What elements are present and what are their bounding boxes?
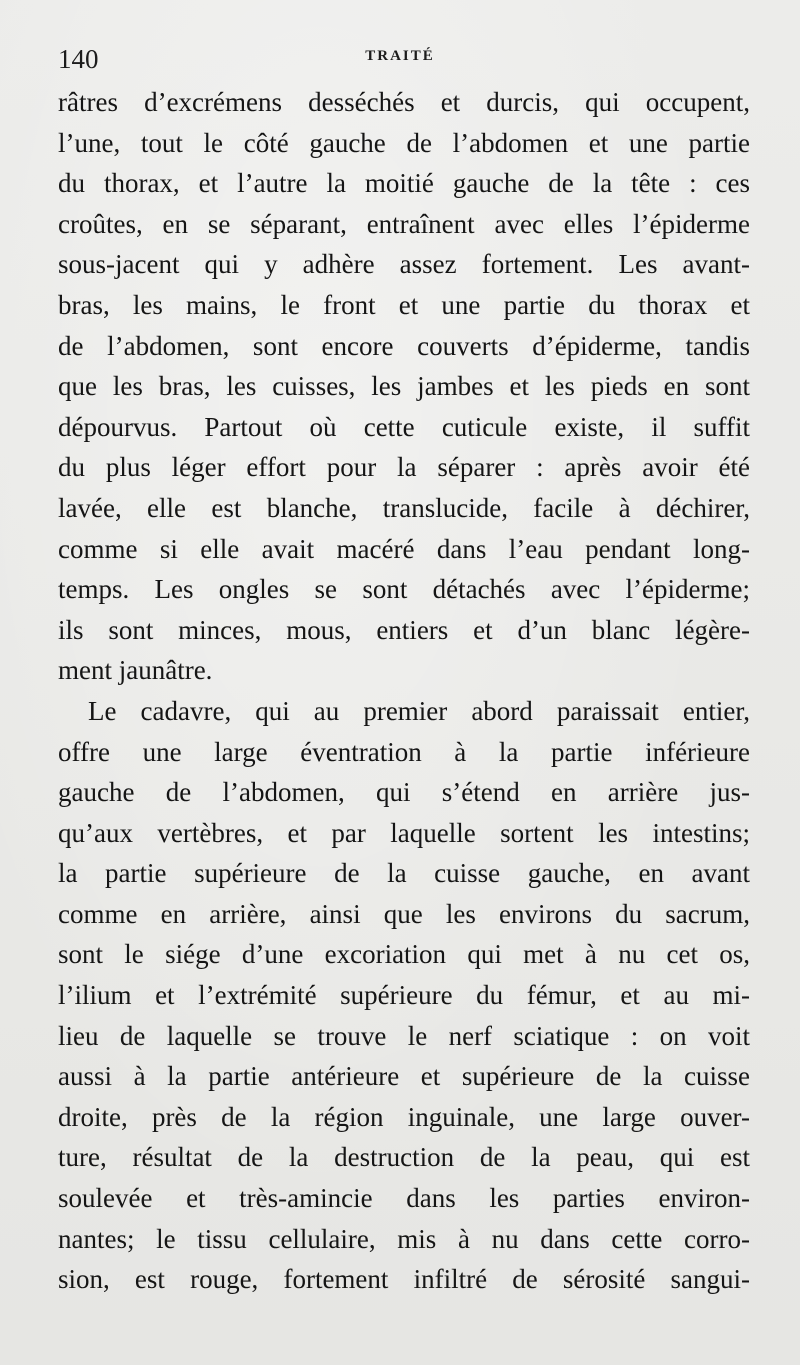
text-line: croûtes, en se séparant, entraînent avec elles l’épiderme <box>58 208 750 239</box>
text-line: lieu de laquelle se trouve le nerf sciatique : on voit <box>58 1020 750 1051</box>
text-line: du thorax, et l’autre la moitié gauche de la tête : ces <box>58 168 750 199</box>
text-line: qu’aux vertèbres, et par laquelle sortent les intestins; <box>58 817 750 848</box>
text-line: dépourvus. Partout où cette cuticule existe, il suffit <box>58 411 750 442</box>
text-line: ture, résultat de la destruction de la peau, qui est <box>58 1142 750 1173</box>
text-line: soulevée et très-amincie dans les parties environ- <box>58 1183 750 1214</box>
text-line: gauche de l’abdomen, qui s’étend en arrière jus- <box>58 777 750 808</box>
text-line: sous-jacent qui y adhère assez fortement. Les avant- <box>58 249 750 280</box>
text-line: l’une, tout le côté gauche de l’abdomen et une partie <box>58 127 750 158</box>
running-title: TRAITÉ <box>365 48 435 64</box>
paragraph-start-line: Le cadavre, qui au premier abord paraissait entier, <box>88 695 750 726</box>
text-line: lavée, elle est blanche, translucide, facile à déchirer, <box>58 492 750 523</box>
text-line: comme en arrière, ainsi que les environs du sacrum, <box>58 898 750 929</box>
text-line: que les bras, les cuisses, les jambes et les pieds en sont <box>58 371 750 402</box>
body-text <box>58 82 750 1300</box>
text-line: nantes; le tissu cellulaire, mis à nu dans cette corro- <box>58 1223 750 1254</box>
page-number: 140 <box>58 44 99 74</box>
paragraph-end-line: ment jaunâtre. <box>58 655 213 686</box>
text-line: comme si elle avait macéré dans l’eau pendant long- <box>58 533 750 564</box>
text-line: râtres d’excrémens desséchés et durcis, qui occupent, <box>58 87 750 117</box>
text-line: offre une large éventration à la partie inférieure <box>58 736 750 767</box>
text-line: de l’abdomen, sont encore couverts d’épiderme, tandis <box>58 330 750 361</box>
text-line: du plus léger effort pour la séparer : après avoir été <box>58 452 750 483</box>
text-line: sion, est rouge, fortement infiltré de sérosité sangui- <box>58 1264 750 1295</box>
text-line: ils sont minces, mous, entiers et d’un blanc légère- <box>58 614 750 645</box>
text-line: droite, près de la région inguinale, une large ouver- <box>58 1101 750 1132</box>
text-line: bras, les mains, le front et une partie du thorax et <box>58 289 750 320</box>
text-line: temps. Les ongles se sont détachés avec l’épiderme; <box>58 574 750 605</box>
text-line: aussi à la partie antérieure et supérieure de la cuisse <box>58 1061 750 1092</box>
text-line: la partie supérieure de la cuisse gauche, en avant <box>58 858 750 889</box>
text-line: sont le siége d’une excoriation qui met à nu cet os, <box>58 939 750 970</box>
text-line: l’ilium et l’extrémité supérieure du fémur, et au mi- <box>58 980 750 1011</box>
